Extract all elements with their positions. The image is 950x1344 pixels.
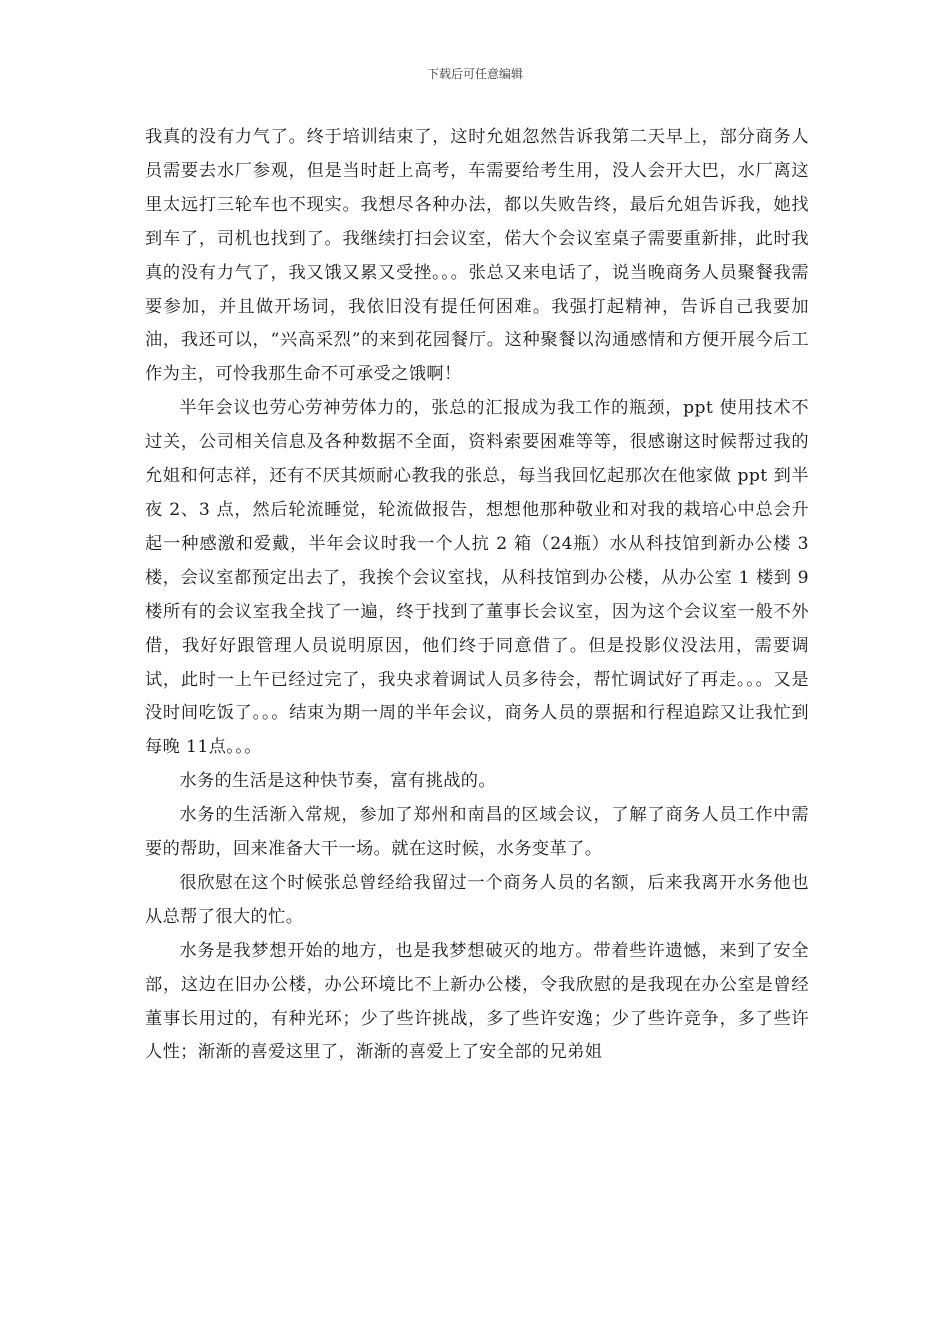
paragraph-5: 很欣慰在这个时候张总曾经给我留过一个商务人员的名额，后来我离开水务他也从总帮了很大的忙。: [145, 872, 809, 927]
page-header: 下载后可任意编辑: [426, 67, 523, 81]
document-body: [145, 121, 809, 1070]
paragraph-3: 水务的生活是这种快节奏，富有挑战的。: [179, 771, 496, 792]
paragraph-1: 我真的没有力气了。终于培训结束了，这时允姐忽然告诉我第二天早上，部分商务人员需要去水厂参观，但是当时赶上高考，车需要给考生用，没人会开大巴，水厂离这里太远打三轮车也不现实。我想尽各种办法，都以失败告终，最后允姐告诉我，她找到车了，司机也找到了。我继续打扫会议室，偌大个会议室桌子需要重新排，此时我真的没有力气了，我又饿又累又受挫。。。张总又来电话了，说当晚商务人员聚餐我需要参加，并且做开场词，我依旧没有提任何困难。我强打起精神，告诉自己我要加油，我还可以，“兴高采烈”的来到花园餐厅。这种聚餐以沟通感情和方便开展今后工作为主，可怜我那生命不可承受之饿啊！: [145, 127, 809, 385]
paragraph-2: 半年会议也劳心劳神劳体力的，张总的汇报成为我工作的瓶颈，ppt 使用技术不过关，公司相关信息及各种数据不全面，资料索要困难等等，很感谢这时候帮过我的允姐和何志祥，还有不厌其烦耐心教我的张总，每当我回忆起那次在他家做 ppt 到半夜 2、3 点，然后轮流睡觉，轮流做报告，想想他那种敬业和对我的栽培心中总会升起一种感激和爱戴，半年会议时我一个人抗 2 箱（24瓶）水从科技馆到新办公楼 3 楼，会议室都预定出去了，我挨个会议室找，从科技馆到办公楼，从办公室 1 楼到 9 楼所有的会议室我全找了一遍，终于找到了董事长会议室，因为这个会议室一般不外借，我好好跟管理人员说明原因，他们终于同意借了。但是投影仪没法用，需要调试，此时一上午已经过完了，我央求着调试人员多待会，帮忙调试好了再走。。。又是没时间吃饭了。。。结束为期一周的半年会议，商务人员的票据和行程追踪又让我忙到每晚 11点。。。: [145, 398, 809, 758]
paragraph-4: 水务的生活渐入常规，参加了郑州和南昌的区域会议，了解了商务人员工作中需要的帮助，回来准备大干一场。就在这时候，水务变革了。: [145, 805, 809, 860]
paragraph-6: 水务是我梦想开始的地方，也是我梦想破灭的地方。带着些许遗憾，来到了安全部，这边在旧办公楼，办公环境比不上新办公楼，令我欣慰的是我现在办公室是曾经董事长用过的，有种光环；少了些许挑战，多了些许安逸；少了些许竞争，多了些许人性；渐渐的喜爱这里了，渐渐的喜爱上了安全部的兄弟姐: [145, 940, 809, 1063]
